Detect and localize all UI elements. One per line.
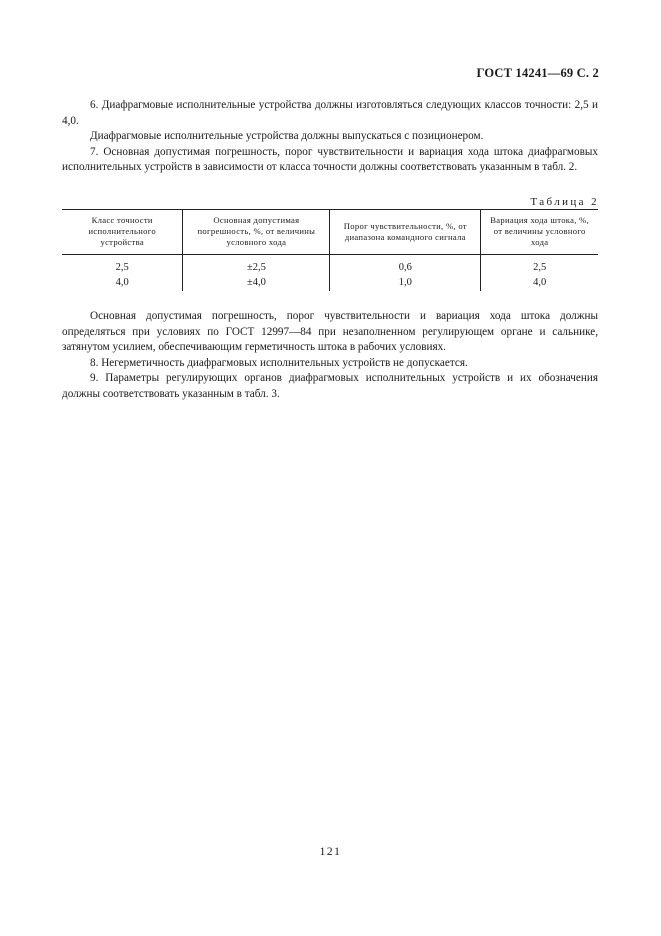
text-block-bottom	[62, 309, 598, 403]
paragraph-item-6: 6. Диафрагмовые исполнительные устройства должны изготовляться следующих классов точности: 2,5 и 4,0.	[62, 99, 598, 127]
table-cell: ±2,5	[183, 255, 330, 276]
table-cell: 0,6	[330, 255, 481, 276]
paragraph-item-8: 8. Негерметичность диафрагмовых исполнительных устройств не допускается.	[90, 356, 468, 369]
table-cell: 1,0	[330, 275, 481, 290]
table-row	[62, 255, 598, 276]
paragraph-positioner: Диафрагмовые исполнительные устройства должны выпускаться с позиционером.	[90, 130, 484, 143]
paragraph-item-9: 9. Параметры регулирующих органов диафрагмовых исполнительных устройств и их обозначения должны соответствовать указанным в табл. 3.	[62, 372, 598, 400]
page-header: ГОСТ 14241—69 С. 2	[476, 66, 599, 80]
accuracy-table	[62, 209, 598, 291]
text-block-top	[62, 98, 598, 176]
table-container	[62, 209, 598, 291]
table-caption: Таблица 2	[530, 196, 599, 208]
column-header: Класс точности исполнительного устройства	[62, 210, 183, 255]
table-cell: 2,5	[115, 262, 129, 273]
table-header-row	[62, 210, 598, 255]
table-cell: 4,0	[481, 275, 598, 290]
page-number: 121	[319, 846, 342, 858]
table-row	[62, 275, 598, 290]
column-header: Вариация хода штока, %, от величины условного хода	[481, 210, 598, 255]
column-header: Порог чувствительности, %, от диапазона командного сигнала	[330, 210, 481, 255]
column-header: Основная допустимая погрешность, %, от величины условного хода	[183, 210, 330, 255]
table-cell: ±4,0	[183, 275, 330, 290]
paragraph-conditions: Основная допустимая погрешность, порог чувствительности и вариация хода штока должны определяться при условиях по ГОСТ 12997—84 при незаполненном регулирующем органе и сальнике, затянутом усилием, обеспечивающим герметичность штока в рабочих условиях.	[62, 310, 598, 354]
paragraph-item-7: 7. Основная допустимая погрешность, порог чувствительности и вариация хода штока диафрагмовых исполнительных устройств в зависимости от класса точности должны соответствовать указанным в табл. 2.	[62, 145, 598, 174]
table-cell: 2,5	[481, 255, 598, 276]
table-cell: 4,0	[115, 277, 129, 289]
